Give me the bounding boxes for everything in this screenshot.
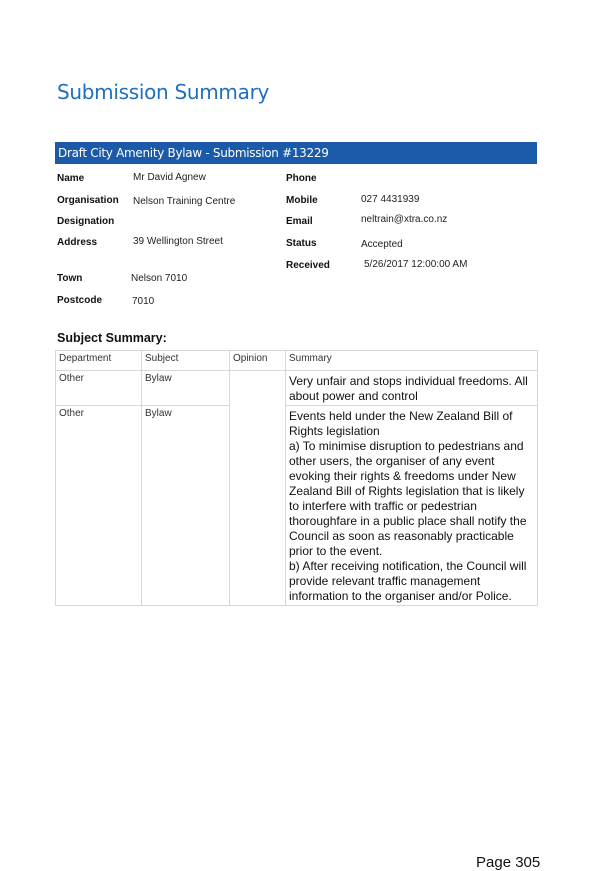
table-header-row <box>56 351 538 371</box>
mobile-label: Mobile <box>286 195 318 206</box>
opinion-cell <box>230 371 286 606</box>
postcode-value: 7010 <box>132 296 155 307</box>
status-label: Status <box>286 238 317 249</box>
received-label: Received <box>286 260 330 271</box>
town-value: Nelson 7010 <box>131 273 188 284</box>
subject-summary-heading: Subject Summary: <box>57 331 167 345</box>
address-label: Address <box>57 237 98 248</box>
page-title: Submission Summary <box>57 80 270 104</box>
address-value: 39 Wellington Street <box>133 236 223 247</box>
name-value: Mr David Agnew <box>133 172 206 183</box>
organisation-value: Nelson Training Centre <box>133 196 236 207</box>
organisation-label: Organisation <box>57 195 119 206</box>
column-header-department: Department <box>56 351 142 371</box>
subject-cell: Bylaw <box>142 371 230 406</box>
column-header-opinion: Opinion <box>230 351 286 371</box>
summary-cell: Very unfair and stops individual freedoms. All about power and control <box>286 371 538 406</box>
summary-cell: Events held under the New Zealand Bill of Rights legislation a) To minimise disruption to pedestrians and other users, the organiser of any event evoking their rights & freedoms under New Zealand Bill of Rights legislation that is likely to interfere with traffic or pedestrian thoroughfare in a public place shall notify the Council as soon as reasonably practicable prior to the event. b) After receiving notification, the Council will provide relevant traffic management information to the organiser and/or Police. <box>286 406 538 606</box>
email-label: Email <box>286 216 313 227</box>
department-cell: Other <box>56 406 142 606</box>
department-cell: Other <box>56 371 142 406</box>
received-value: 5/26/2017 12:00:00 AM <box>364 259 468 270</box>
status-value: Accepted <box>361 239 403 250</box>
column-header-subject: Subject <box>142 351 230 371</box>
table-row <box>56 371 538 406</box>
postcode-label: Postcode <box>57 295 103 306</box>
subject-summary-table <box>55 350 538 606</box>
submission-banner: Draft City Amenity Bylaw - Submission #13229 <box>55 142 537 164</box>
town-label: Town <box>57 273 83 284</box>
page-number: Page 305 <box>476 854 541 871</box>
name-label: Name <box>57 173 85 184</box>
subject-cell: Bylaw <box>142 406 230 606</box>
column-header-summary: Summary <box>286 351 538 371</box>
designation-label: Designation <box>57 216 115 227</box>
email-value: neltrain@xtra.co.nz <box>361 214 448 225</box>
table-row <box>56 406 538 606</box>
phone-label: Phone <box>286 173 317 184</box>
mobile-value: 027 4431939 <box>361 194 420 205</box>
